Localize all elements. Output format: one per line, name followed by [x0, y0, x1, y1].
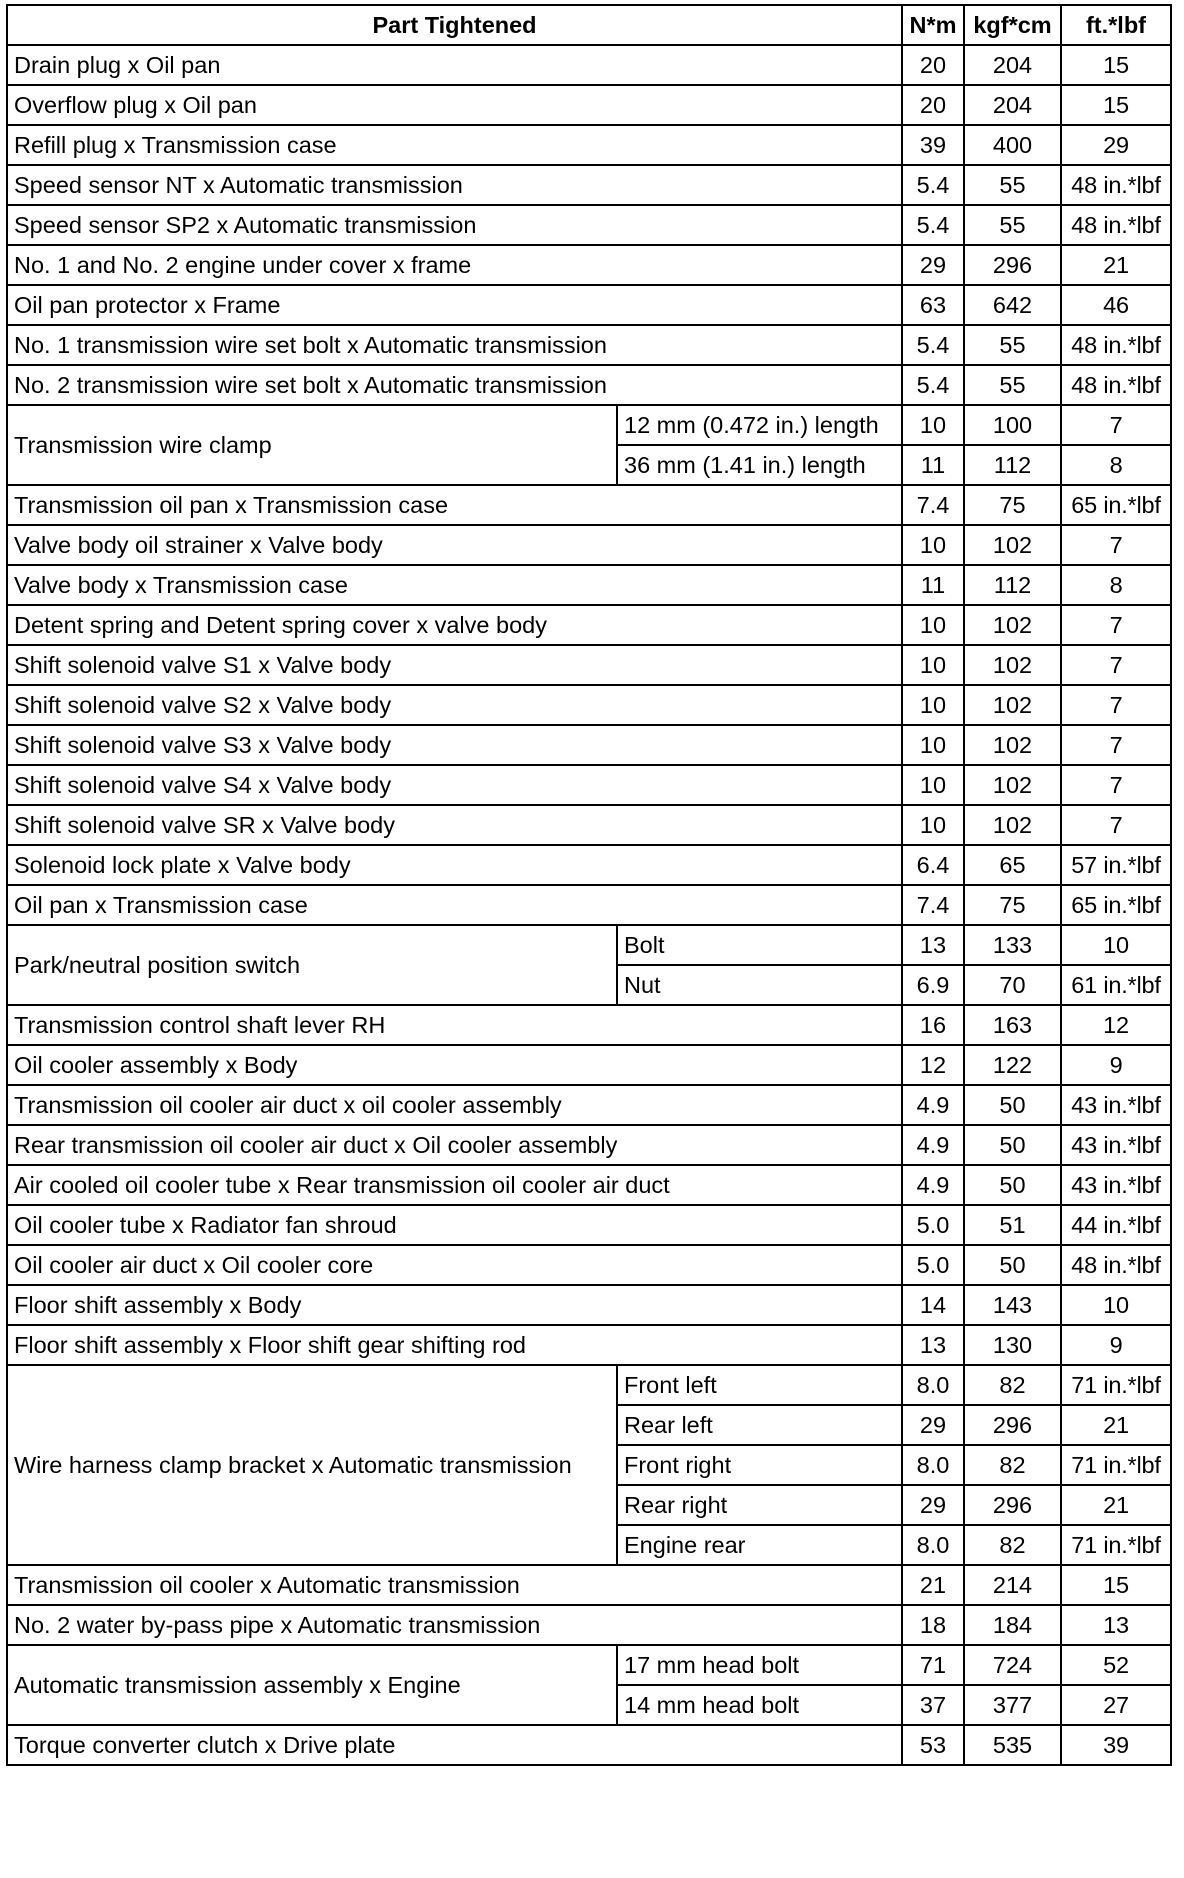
part-name: Floor shift assembly x Body	[7, 1285, 902, 1325]
part-name: Transmission oil pan x Transmission case	[7, 485, 902, 525]
torque-nm: 10	[902, 805, 964, 845]
torque-kgf-cm: 122	[964, 1045, 1061, 1085]
header-nm: N*m	[902, 5, 964, 45]
torque-ft-lbf: 71 in.*lbf	[1061, 1445, 1171, 1485]
torque-ft-lbf: 7	[1061, 805, 1171, 845]
table-row	[7, 1205, 1171, 1245]
torque-ft-lbf: 7	[1061, 765, 1171, 805]
part-name: Rear transmission oil cooler air duct x Oil cooler assembly	[7, 1125, 902, 1165]
torque-nm: 4.9	[902, 1085, 964, 1125]
torque-kgf-cm: 163	[964, 1005, 1061, 1045]
torque-ft-lbf: 7	[1061, 685, 1171, 725]
table-row	[7, 245, 1171, 285]
torque-kgf-cm: 50	[964, 1245, 1061, 1285]
sub-part-label: 17 mm head bolt	[617, 1645, 902, 1685]
torque-ft-lbf: 71 in.*lbf	[1061, 1365, 1171, 1405]
torque-ft-lbf: 9	[1061, 1045, 1171, 1085]
table-row	[7, 1365, 1171, 1405]
torque-ft-lbf: 48 in.*lbf	[1061, 1245, 1171, 1285]
torque-kgf-cm: 82	[964, 1445, 1061, 1485]
torque-kgf-cm: 102	[964, 765, 1061, 805]
sub-part-label: Front right	[617, 1445, 902, 1485]
table-row	[7, 1005, 1171, 1045]
part-name: Transmission oil cooler x Automatic transmission	[7, 1565, 902, 1605]
header-part-tightened: Part Tightened	[7, 5, 902, 45]
torque-nm: 7.4	[902, 885, 964, 925]
torque-nm: 11	[902, 565, 964, 605]
torque-nm: 63	[902, 285, 964, 325]
torque-nm: 5.4	[902, 365, 964, 405]
torque-kgf-cm: 55	[964, 325, 1061, 365]
table-row	[7, 725, 1171, 765]
torque-kgf-cm: 55	[964, 165, 1061, 205]
torque-kgf-cm: 724	[964, 1645, 1061, 1685]
part-name: Air cooled oil cooler tube x Rear transmission oil cooler air duct	[7, 1165, 902, 1205]
torque-kgf-cm: 102	[964, 645, 1061, 685]
torque-kgf-cm: 102	[964, 525, 1061, 565]
torque-nm: 5.0	[902, 1245, 964, 1285]
torque-nm: 10	[902, 685, 964, 725]
torque-nm: 53	[902, 1725, 964, 1765]
torque-nm: 29	[902, 1405, 964, 1445]
table-row	[7, 405, 1171, 445]
table-row	[7, 165, 1171, 205]
torque-ft-lbf: 43 in.*lbf	[1061, 1165, 1171, 1205]
table-row	[7, 845, 1171, 885]
torque-nm: 8.0	[902, 1445, 964, 1485]
torque-ft-lbf: 7	[1061, 405, 1171, 445]
torque-kgf-cm: 82	[964, 1365, 1061, 1405]
table-row	[7, 765, 1171, 805]
table-row	[7, 205, 1171, 245]
torque-kgf-cm: 112	[964, 565, 1061, 605]
torque-kgf-cm: 296	[964, 1405, 1061, 1445]
torque-ft-lbf: 15	[1061, 1565, 1171, 1605]
torque-ft-lbf: 10	[1061, 1285, 1171, 1325]
torque-kgf-cm: 102	[964, 805, 1061, 845]
sub-part-label: Engine rear	[617, 1525, 902, 1565]
torque-kgf-cm: 130	[964, 1325, 1061, 1365]
table-row	[7, 85, 1171, 125]
torque-nm: 11	[902, 445, 964, 485]
torque-kgf-cm: 100	[964, 405, 1061, 445]
part-name: No. 2 water by-pass pipe x Automatic transmission	[7, 1605, 902, 1645]
torque-nm: 12	[902, 1045, 964, 1085]
torque-nm: 10	[902, 765, 964, 805]
torque-nm: 6.9	[902, 965, 964, 1005]
table-row	[7, 365, 1171, 405]
torque-nm: 39	[902, 125, 964, 165]
torque-nm: 37	[902, 1685, 964, 1725]
part-name: Oil cooler assembly x Body	[7, 1045, 902, 1085]
torque-nm: 10	[902, 645, 964, 685]
part-name: Oil cooler tube x Radiator fan shroud	[7, 1205, 902, 1245]
sub-part-label: Bolt	[617, 925, 902, 965]
torque-ft-lbf: 29	[1061, 125, 1171, 165]
table-row	[7, 565, 1171, 605]
table-row	[7, 1245, 1171, 1285]
torque-ft-lbf: 48 in.*lbf	[1061, 165, 1171, 205]
part-name: Detent spring and Detent spring cover x valve body	[7, 605, 902, 645]
header-ft-lbf: ft.*lbf	[1061, 5, 1171, 45]
torque-ft-lbf: 21	[1061, 1405, 1171, 1445]
table-row	[7, 885, 1171, 925]
torque-nm: 18	[902, 1605, 964, 1645]
torque-kgf-cm: 112	[964, 445, 1061, 485]
part-name: Valve body oil strainer x Valve body	[7, 525, 902, 565]
torque-kgf-cm: 296	[964, 1485, 1061, 1525]
torque-ft-lbf: 48 in.*lbf	[1061, 205, 1171, 245]
torque-kgf-cm: 75	[964, 485, 1061, 525]
torque-ft-lbf: 7	[1061, 645, 1171, 685]
torque-ft-lbf: 48 in.*lbf	[1061, 365, 1171, 405]
table-row	[7, 805, 1171, 845]
torque-kgf-cm: 400	[964, 125, 1061, 165]
part-name: Speed sensor NT x Automatic transmission	[7, 165, 902, 205]
torque-ft-lbf: 21	[1061, 245, 1171, 285]
torque-nm: 5.0	[902, 1205, 964, 1245]
table-row	[7, 1165, 1171, 1205]
torque-ft-lbf: 7	[1061, 605, 1171, 645]
torque-kgf-cm: 535	[964, 1725, 1061, 1765]
table-row	[7, 285, 1171, 325]
table-row	[7, 485, 1171, 525]
torque-ft-lbf: 27	[1061, 1685, 1171, 1725]
torque-nm: 29	[902, 245, 964, 285]
torque-nm: 6.4	[902, 845, 964, 885]
part-name: Shift solenoid valve SR x Valve body	[7, 805, 902, 845]
torque-kgf-cm: 75	[964, 885, 1061, 925]
table-body	[7, 45, 1171, 1765]
table-row	[7, 1645, 1171, 1685]
part-name: Shift solenoid valve S1 x Valve body	[7, 645, 902, 685]
sub-part-label: Front left	[617, 1365, 902, 1405]
torque-nm: 71	[902, 1645, 964, 1685]
torque-nm: 7.4	[902, 485, 964, 525]
torque-ft-lbf: 43 in.*lbf	[1061, 1125, 1171, 1165]
torque-kgf-cm: 50	[964, 1165, 1061, 1205]
part-name: Oil pan x Transmission case	[7, 885, 902, 925]
torque-ft-lbf: 46	[1061, 285, 1171, 325]
torque-nm: 5.4	[902, 205, 964, 245]
torque-ft-lbf: 43 in.*lbf	[1061, 1085, 1171, 1125]
torque-ft-lbf: 48 in.*lbf	[1061, 325, 1171, 365]
torque-nm: 21	[902, 1565, 964, 1605]
torque-nm: 8.0	[902, 1525, 964, 1565]
part-name: Shift solenoid valve S2 x Valve body	[7, 685, 902, 725]
torque-kgf-cm: 204	[964, 85, 1061, 125]
torque-kgf-cm: 55	[964, 205, 1061, 245]
torque-kgf-cm: 102	[964, 605, 1061, 645]
table-row	[7, 525, 1171, 565]
header-kgf-cm: kgf*cm	[964, 5, 1061, 45]
torque-ft-lbf: 44 in.*lbf	[1061, 1205, 1171, 1245]
torque-ft-lbf: 13	[1061, 1605, 1171, 1645]
torque-kgf-cm: 296	[964, 245, 1061, 285]
torque-nm: 13	[902, 1325, 964, 1365]
torque-ft-lbf: 8	[1061, 445, 1171, 485]
table-row	[7, 125, 1171, 165]
torque-nm: 4.9	[902, 1125, 964, 1165]
torque-ft-lbf: 7	[1061, 525, 1171, 565]
part-name: Solenoid lock plate x Valve body	[7, 845, 902, 885]
part-name: Transmission oil cooler air duct x oil cooler assembly	[7, 1085, 902, 1125]
torque-kgf-cm: 65	[964, 845, 1061, 885]
torque-ft-lbf: 15	[1061, 85, 1171, 125]
table-row	[7, 925, 1171, 965]
table-row	[7, 1325, 1171, 1365]
part-name: Wire harness clamp bracket x Automatic transmission	[7, 1365, 617, 1565]
table-header-row	[7, 5, 1171, 45]
torque-kgf-cm: 50	[964, 1085, 1061, 1125]
torque-ft-lbf: 65 in.*lbf	[1061, 885, 1171, 925]
sub-part-label: 36 mm (1.41 in.) length	[617, 445, 902, 485]
torque-nm: 14	[902, 1285, 964, 1325]
table-row	[7, 645, 1171, 685]
torque-nm: 10	[902, 605, 964, 645]
part-name: Torque converter clutch x Drive plate	[7, 1725, 902, 1765]
part-name: Valve body x Transmission case	[7, 565, 902, 605]
part-name: Overflow plug x Oil pan	[7, 85, 902, 125]
torque-ft-lbf: 15	[1061, 45, 1171, 85]
torque-nm: 10	[902, 725, 964, 765]
table-row	[7, 1285, 1171, 1325]
torque-kgf-cm: 82	[964, 1525, 1061, 1565]
torque-nm: 29	[902, 1485, 964, 1525]
part-name: Speed sensor SP2 x Automatic transmission	[7, 205, 902, 245]
table-row	[7, 1045, 1171, 1085]
part-name: Shift solenoid valve S3 x Valve body	[7, 725, 902, 765]
torque-ft-lbf: 10	[1061, 925, 1171, 965]
table-row	[7, 1125, 1171, 1165]
torque-kgf-cm: 214	[964, 1565, 1061, 1605]
part-name: Automatic transmission assembly x Engine	[7, 1645, 617, 1725]
torque-kgf-cm: 102	[964, 685, 1061, 725]
sub-part-label: 12 mm (0.472 in.) length	[617, 405, 902, 445]
part-name: No. 1 and No. 2 engine under cover x frame	[7, 245, 902, 285]
torque-ft-lbf: 8	[1061, 565, 1171, 605]
torque-kgf-cm: 102	[964, 725, 1061, 765]
torque-ft-lbf: 65 in.*lbf	[1061, 485, 1171, 525]
torque-spec-table	[6, 4, 1172, 1766]
torque-nm: 13	[902, 925, 964, 965]
part-name: Floor shift assembly x Floor shift gear shifting rod	[7, 1325, 902, 1365]
part-name: Refill plug x Transmission case	[7, 125, 902, 165]
torque-ft-lbf: 61 in.*lbf	[1061, 965, 1171, 1005]
torque-kgf-cm: 51	[964, 1205, 1061, 1245]
torque-ft-lbf: 39	[1061, 1725, 1171, 1765]
torque-nm: 4.9	[902, 1165, 964, 1205]
torque-nm: 16	[902, 1005, 964, 1045]
part-name: Park/neutral position switch	[7, 925, 617, 1005]
torque-kgf-cm: 143	[964, 1285, 1061, 1325]
part-name: Oil cooler air duct x Oil cooler core	[7, 1245, 902, 1285]
part-name: Shift solenoid valve S4 x Valve body	[7, 765, 902, 805]
table-row	[7, 1605, 1171, 1645]
torque-kgf-cm: 133	[964, 925, 1061, 965]
torque-ft-lbf: 12	[1061, 1005, 1171, 1045]
part-name: No. 1 transmission wire set bolt x Automatic transmission	[7, 325, 902, 365]
table-row	[7, 45, 1171, 85]
torque-nm: 20	[902, 85, 964, 125]
torque-kgf-cm: 70	[964, 965, 1061, 1005]
torque-kgf-cm: 204	[964, 45, 1061, 85]
table-row	[7, 1085, 1171, 1125]
torque-kgf-cm: 55	[964, 365, 1061, 405]
part-name: Transmission control shaft lever RH	[7, 1005, 902, 1045]
torque-kgf-cm: 377	[964, 1685, 1061, 1725]
table-row	[7, 325, 1171, 365]
torque-ft-lbf: 9	[1061, 1325, 1171, 1365]
table-row	[7, 605, 1171, 645]
torque-nm: 8.0	[902, 1365, 964, 1405]
torque-ft-lbf: 21	[1061, 1485, 1171, 1525]
table-row	[7, 685, 1171, 725]
torque-nm: 10	[902, 525, 964, 565]
part-name: No. 2 transmission wire set bolt x Automatic transmission	[7, 365, 902, 405]
table-row	[7, 1725, 1171, 1765]
sub-part-label: 14 mm head bolt	[617, 1685, 902, 1725]
torque-nm: 5.4	[902, 325, 964, 365]
torque-kgf-cm: 184	[964, 1605, 1061, 1645]
torque-ft-lbf: 52	[1061, 1645, 1171, 1685]
part-name: Drain plug x Oil pan	[7, 45, 902, 85]
torque-nm: 5.4	[902, 165, 964, 205]
sub-part-label: Rear right	[617, 1485, 902, 1525]
sub-part-label: Nut	[617, 965, 902, 1005]
torque-kgf-cm: 642	[964, 285, 1061, 325]
table-row	[7, 1565, 1171, 1605]
torque-kgf-cm: 50	[964, 1125, 1061, 1165]
torque-nm: 10	[902, 405, 964, 445]
sub-part-label: Rear left	[617, 1405, 902, 1445]
part-name: Oil pan protector x Frame	[7, 285, 902, 325]
torque-ft-lbf: 57 in.*lbf	[1061, 845, 1171, 885]
torque-ft-lbf: 71 in.*lbf	[1061, 1525, 1171, 1565]
part-name: Transmission wire clamp	[7, 405, 617, 485]
torque-nm: 20	[902, 45, 964, 85]
torque-ft-lbf: 7	[1061, 725, 1171, 765]
